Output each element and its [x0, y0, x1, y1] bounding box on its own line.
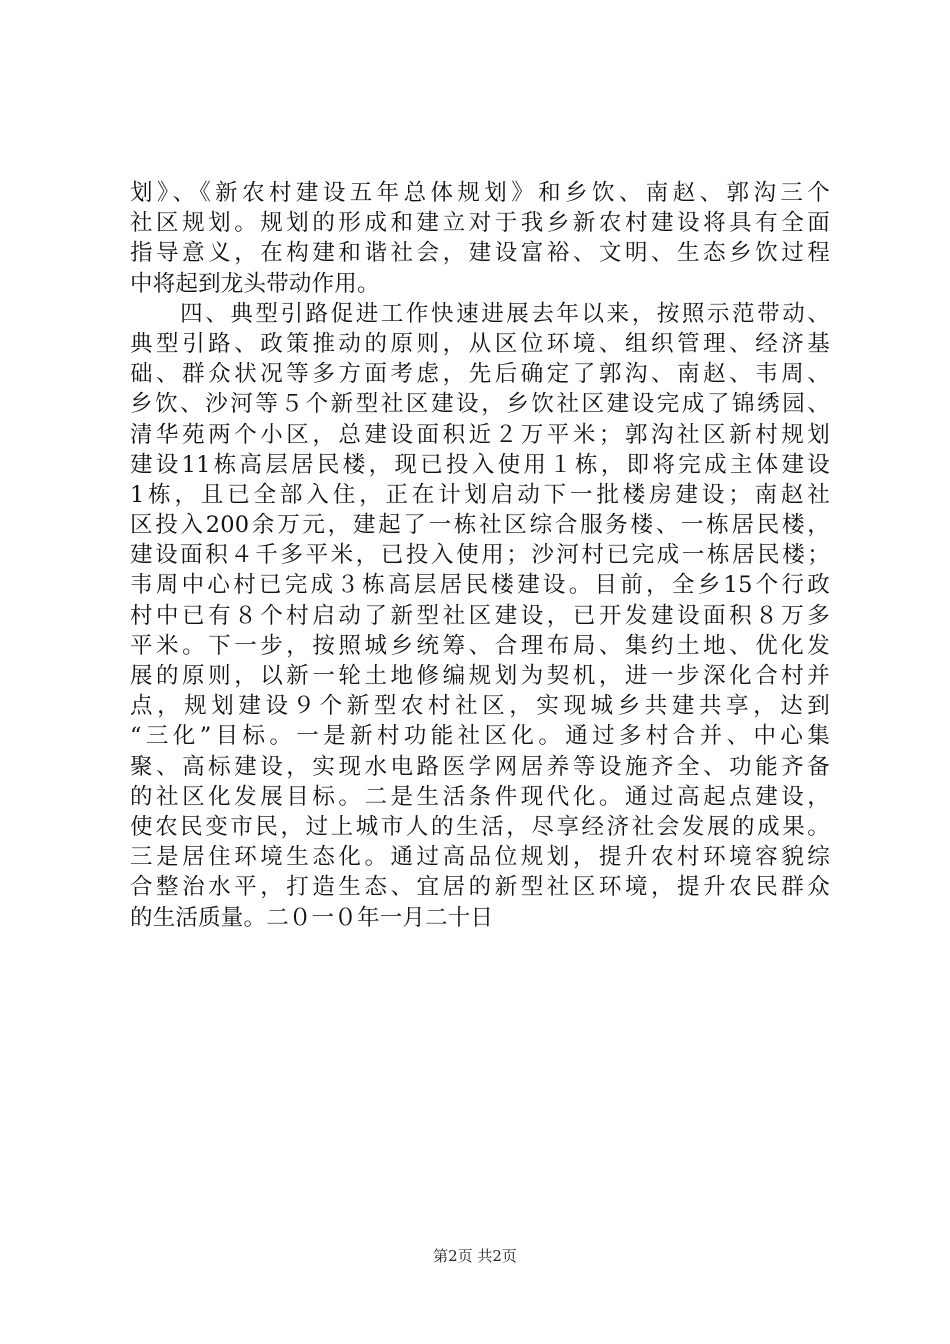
text-line: 三是居住环境生态化。通过高品位规划，提升农村环境容貌综: [130, 844, 830, 871]
text-line: 清华苑两个小区，总建设面积近２万平米；郭沟社区新村规划: [130, 421, 830, 448]
text-line: 的生活质量。二０一０年一月二十日: [130, 904, 494, 931]
text-line: 的社区化发展目标。二是生活条件现代化。通过高起点建设，: [130, 783, 830, 810]
text-line: 使农民变市民，过上城市人的生活，尽享经济社会发展的成果。: [130, 813, 830, 840]
text-line: 建设11栋高层居民楼，现已投入使用１栋，即将完成主体建设: [130, 451, 830, 478]
text-line: 础、群众状况等多方面考虑，先后确定了郭沟、南赵、韦周、: [130, 361, 830, 388]
text-line: 合整治水平，打造生态、宜居的新型社区环境，提升农民群众: [130, 874, 830, 901]
text-line: 指导意义，在构建和谐社会，建设富裕、文明、生态乡饮过程: [130, 240, 830, 267]
document-body: [130, 178, 830, 933]
page-footer: [0, 1246, 950, 1266]
text-line: 村中已有８个村启动了新型社区建设，已开发建设面积８万多: [130, 602, 830, 629]
text-line: 乡饮、沙河等５个新型社区建设，乡饮社区建设完成了锦绣园、: [130, 391, 830, 418]
text-line: 划》、《新农村建设五年总体规划》和乡饮、南赵、郭沟三个: [130, 180, 830, 206]
text-line: 社区规划。规划的形成和建立对于我乡新农村建设将具有全面: [130, 210, 830, 237]
page-number-label: 第2页 共2页: [433, 1247, 517, 1265]
text-line: 聚、高标建设，实现水电路医学网居养等设施齐全、功能齐备: [130, 753, 830, 780]
text-line: 展的原则，以新一轮土地修编规划为契机，进一步深化合村并: [130, 663, 830, 689]
text-line: 区投入200余万元，建起了一栋社区综合服务楼、一栋居民楼，: [130, 512, 830, 539]
text-line: 典型引路、政策推动的原则，从区位环境、组织管理、经济基: [130, 330, 830, 357]
text-line: 建设面积４千多平米，已投入使用；沙河村已完成一栋居民楼；: [130, 542, 830, 569]
text-line: 点，规划建设９个新型农村社区，实现城乡共建共享，达到: [130, 693, 830, 720]
text-line: 1栋，且已全部入住，正在计划启动下一批楼房建设；南赵社: [130, 481, 830, 508]
text-line: “三化”目标。一是新村功能社区化。通过多村合并、中心集: [130, 723, 830, 750]
text-line: 韦周中心村已完成３栋高层居民楼建设。目前，全乡15个行政: [130, 572, 830, 599]
text-line: 平米。下一步，按照城乡统筹、合理布局、集约土地、优化发: [130, 632, 830, 659]
text-line: 中将起到龙头带动作用。: [130, 270, 380, 297]
text-line: 四、典型引路促进工作快速进展去年以来，按照示范带动、: [130, 300, 830, 327]
